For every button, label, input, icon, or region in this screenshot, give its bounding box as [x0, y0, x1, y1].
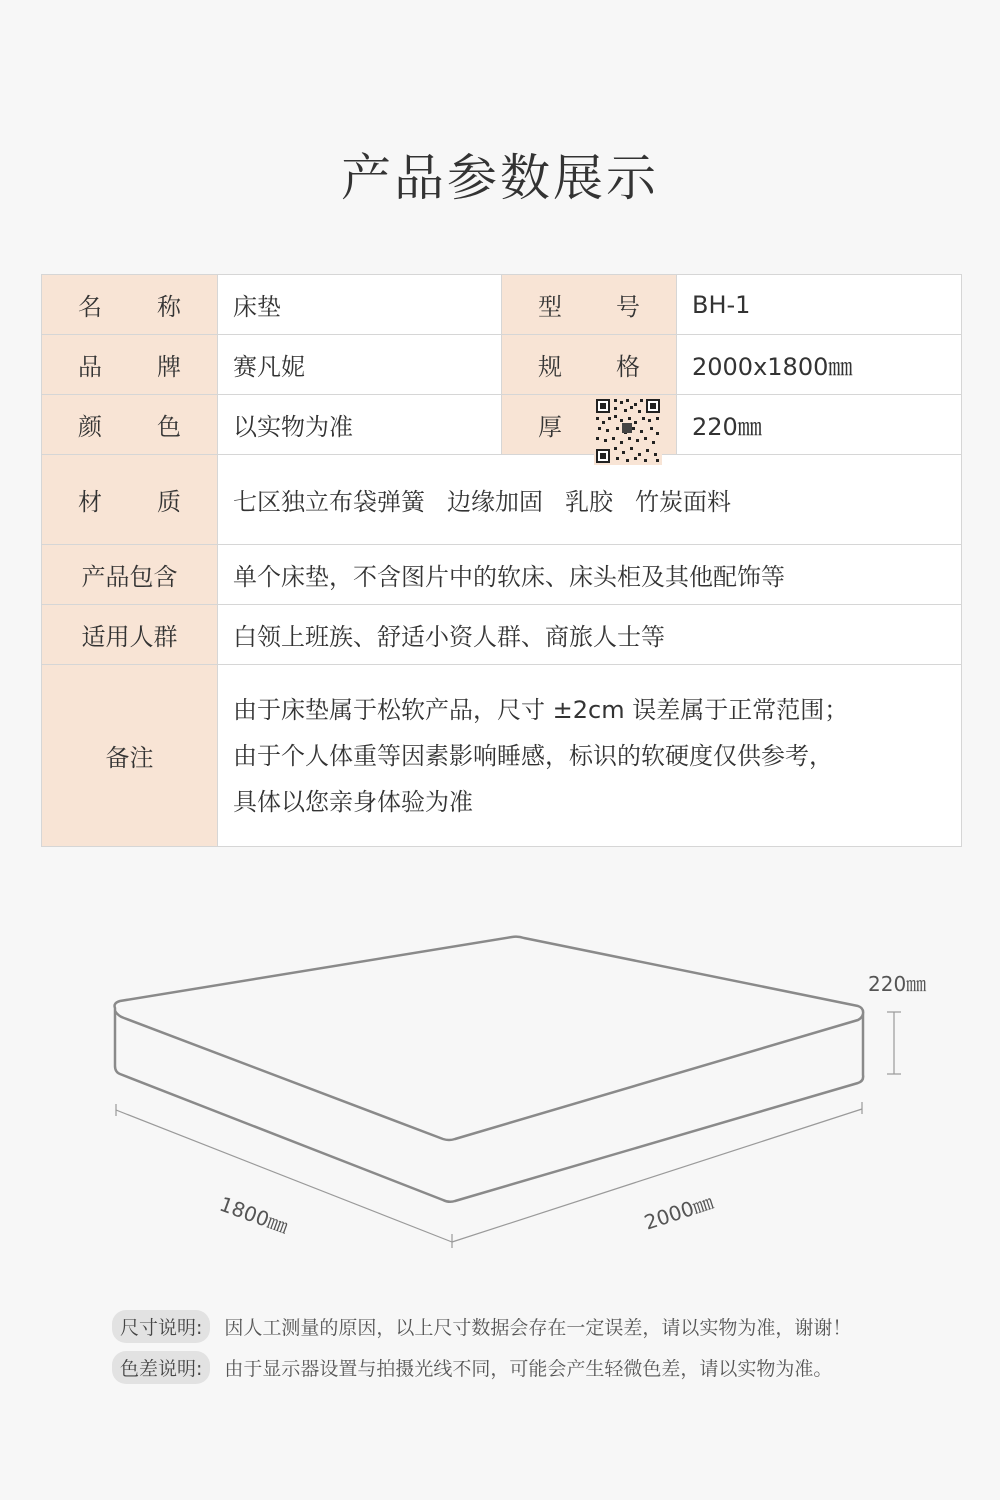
- material-label: 材 质: [42, 455, 218, 545]
- thickness-label: 厚: [502, 395, 677, 455]
- model-label: 型 号: [502, 275, 677, 335]
- mattress-diagram: [0, 900, 1000, 1280]
- includes-label: 产品包含: [42, 545, 218, 605]
- height-dimension-label: 220㎜: [868, 972, 927, 996]
- name-label: 名 称: [42, 275, 218, 335]
- spec-table: [41, 274, 962, 847]
- size-note: [112, 1310, 851, 1343]
- name-value: 床垫: [218, 275, 502, 335]
- color-label: 颜 色: [42, 395, 218, 455]
- size-value: 2000x1800㎜: [677, 335, 962, 395]
- spec-row-notes: [42, 665, 962, 847]
- size-label: 规 格: [502, 335, 677, 395]
- notes-value: [218, 665, 962, 847]
- brand-label: 品 牌: [42, 335, 218, 395]
- note-line: 具体以您亲身体验为准: [233, 787, 473, 816]
- size-note-tag: 尺寸说明:: [112, 1310, 210, 1343]
- length-dimension-label: 2000㎜: [641, 1189, 717, 1235]
- model-value: BH-1: [677, 275, 962, 335]
- color-value: 以实物为准: [218, 395, 502, 455]
- material-item: 乳胶: [565, 488, 613, 516]
- spec-row-name: [42, 275, 962, 335]
- spec-row-audience: [42, 605, 962, 665]
- width-dimension-label: 1800㎜: [216, 1191, 292, 1239]
- material-item: 七区独立布袋弹簧: [233, 488, 425, 516]
- includes-value: 单个床垫，不含图片中的软床、床头柜及其他配饰等: [218, 545, 962, 605]
- spec-row-material: [42, 455, 962, 545]
- notes-label: 备注: [42, 665, 218, 847]
- size-note-text: 因人工测量的原因，以上尺寸数据会存在一定误差，请以实物为准，谢谢！: [224, 1317, 852, 1339]
- brand-value: 赛凡妮: [218, 335, 502, 395]
- spec-row-brand: [42, 335, 962, 395]
- color-note: [112, 1351, 832, 1384]
- color-note-tag: 色差说明:: [112, 1351, 210, 1384]
- audience-label: 适用人群: [42, 605, 218, 665]
- spec-row-color: [42, 395, 962, 455]
- note-line: 由于个人体重等因素影响睡感，标识的软硬度仅供参考，: [233, 741, 833, 770]
- note-line: 由于床垫属于松软产品，尺寸 ±2cm 误差属于正常范围；: [233, 695, 849, 724]
- material-item: 竹炭面料: [635, 488, 731, 516]
- qr-code-icon: [594, 397, 662, 465]
- thickness-value: 220㎜: [677, 395, 962, 455]
- page-title: 产品参数展示: [341, 149, 659, 207]
- audience-value: 白领上班族、舒适小资人群、商旅人士等: [218, 605, 962, 665]
- material-item: 边缘加固: [447, 488, 543, 516]
- spec-row-includes: [42, 545, 962, 605]
- color-note-text: 由于显示器设置与拍摄光线不同，可能会产生轻微色差，请以实物为准。: [224, 1358, 833, 1380]
- material-value: [218, 455, 962, 545]
